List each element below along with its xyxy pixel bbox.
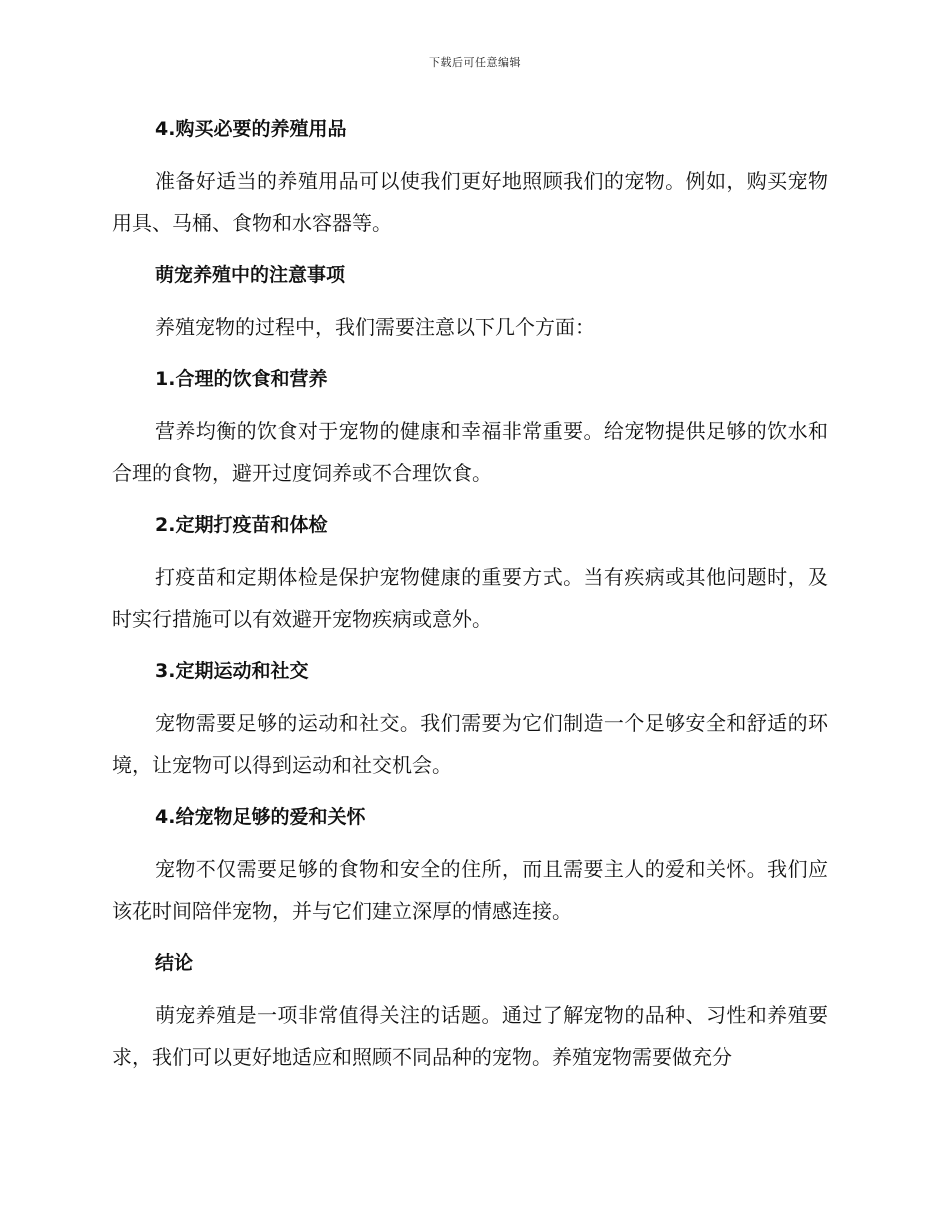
paragraph-diet: 营养均衡的饮食对于宠物的健康和幸福非常重要。给宠物提供足够的饮水和合理的食物，避开过度饲养或不合理饮食。 [112, 419, 828, 485]
section-heading-conclusion: 结论 [155, 952, 194, 974]
paragraph-vaccines: 打疫苗和定期体检是保护宠物健康的重要方式。当有疾病或其他问题时，及时实行措施可以有效避开宠物疾病或意外。 [112, 565, 828, 631]
page-header-note: 下载后可任意编辑 [429, 56, 521, 69]
paragraph-love: 宠物不仅需要足够的食物和安全的住所，而且需要主人的爱和关怀。我们应该花时间陪伴宠物，并与它们建立深厚的情感连接。 [112, 857, 828, 923]
paragraph-buy-supplies: 准备好适当的养殖用品可以使我们更好地照顾我们的宠物。例如，购买宠物用具、马桶、食物和水容器等。 [112, 169, 828, 235]
paragraph-exercise: 宠物需要足够的运动和社交。我们需要为它们制造一个足够安全和舒适的环境，让宠物可以得到运动和社交机会。 [112, 711, 828, 777]
paragraph-precautions-intro: 养殖宠物的过程中，我们需要注意以下几个方面： [155, 315, 595, 339]
section-heading-precautions: 萌宠养殖中的注意事项 [155, 264, 346, 286]
section-heading-vaccines: 2.定期打疫苗和体检 [155, 514, 328, 536]
section-heading-love: 4.给宠物足够的爱和关怀 [155, 806, 366, 828]
section-heading-diet: 1.合理的饮食和营养 [155, 368, 328, 390]
section-heading-buy-supplies: 4.购买必要的养殖用品 [155, 118, 347, 140]
paragraph-conclusion: 萌宠养殖是一项非常值得关注的话题。通过了解宠物的品种、习性和养殖要求，我们可以更好地适应和照顾不同品种的宠物。养殖宠物需要做充分 [112, 1003, 828, 1069]
section-heading-exercise: 3.定期运动和社交 [155, 660, 309, 682]
document-body [112, 108, 828, 1088]
